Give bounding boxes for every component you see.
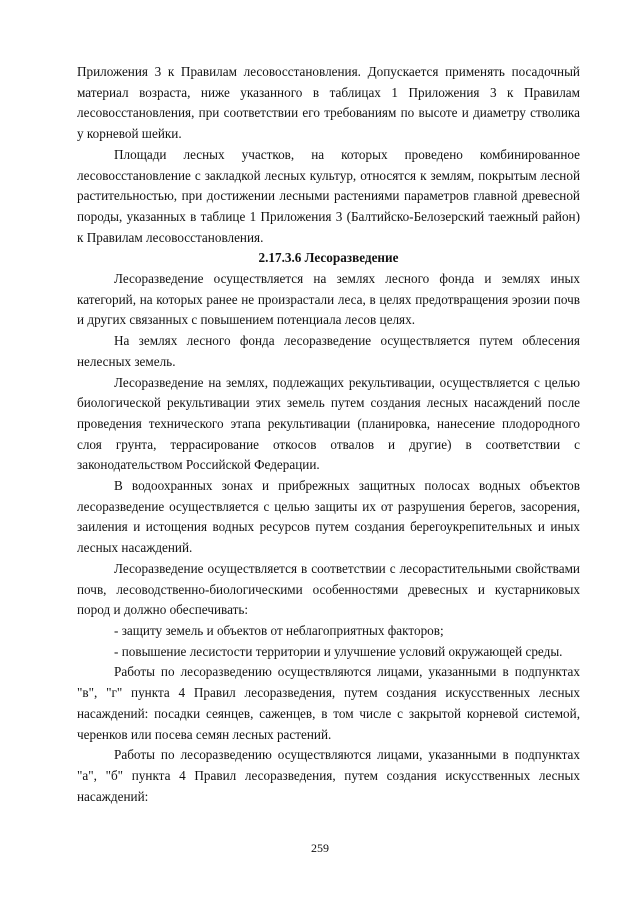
page-number: 259 [311,841,329,855]
paragraph: Работы по лесоразведению осуществляются лицами, указанными в подпунктах "в", "г" пункта 4 Правил лесоразведения, путем создания искусственных лесных насаждений: посадки сеянцев, саженцев, в том числе с закрытой корневой системой, черенков или посева семян лесных растений. [77,664,580,742]
paragraph: Работы по лесоразведению осуществляются лицами, указанными в подпунктах "а", "б" пункта 4 Правил лесоразведения, путем создания искусственных лесных насаждений: [77,747,580,804]
section-heading: 2.17.3.6 Лесоразведение [258,250,399,266]
paragraph: Площади лесных участков, на которых проведено комбинированное лесовосстановление с закладкой лесных культур, относятся к землям, покрытым лесной растительностью, при достижении лесными растениями параметров главной древесной породы, указанных в таблице 1 Приложения 3 (Балтийско-Белозерский таежный район) к Правилам лесовосстановления. [77,146,580,245]
paragraph: Приложения 3 к Правилам лесовосстановления. Допускается применять посадочный материал возраста, ниже указанного в таблицах 1 Приложения 3 к Правилам лесовосстановления, при соответствии его требованиям по высоте и диаметру стволика у корневой шейки. [77,64,580,142]
paragraph: Лесоразведение осуществляется в соответствии с лесорастительными свойствами почв, лесоводственно-биологическими особенностями древесных и кустарниковых пород и должно обеспечивать: [77,560,580,618]
paragraph: Лесоразведение осуществляется на землях лесного фонда и землях иных категорий, на которых ранее не произрастали леса, в целях предотвращения эрозии почв и других связанных с повышением потенциала лесов целях. [77,271,580,328]
list-item: - повышение лесистости территории и улучшение условий окружающей среды. [114,643,563,659]
list-item: - защиту земель и объектов от неблагоприятных факторов; [114,622,444,638]
paragraph: На землях лесного фонда лесоразведение осуществляется путем облесения нелесных земель. [77,333,580,369]
document-body [77,62,580,807]
paragraph: Лесоразведение на землях, подлежащих рекультивации, осуществляется с целью биологической рекультивации этих земель путем создания лесных насаждений после проведения технического этапа рекультивации (планировка, нанесение плодородного слоя грунта, террасирование откосов отвалов и другие) в соответствии с законодательством Российской Федерации. [77,374,580,473]
paragraph: В водоохранных зонах и прибрежных защитных полосах водных объектов лесоразведение осуществляется с целью защиты их от разрушения берегов, засорения, заиления и истощения водных ресурсов путем создания берегоукрепительных и иных лесных насаждений. [77,478,580,556]
